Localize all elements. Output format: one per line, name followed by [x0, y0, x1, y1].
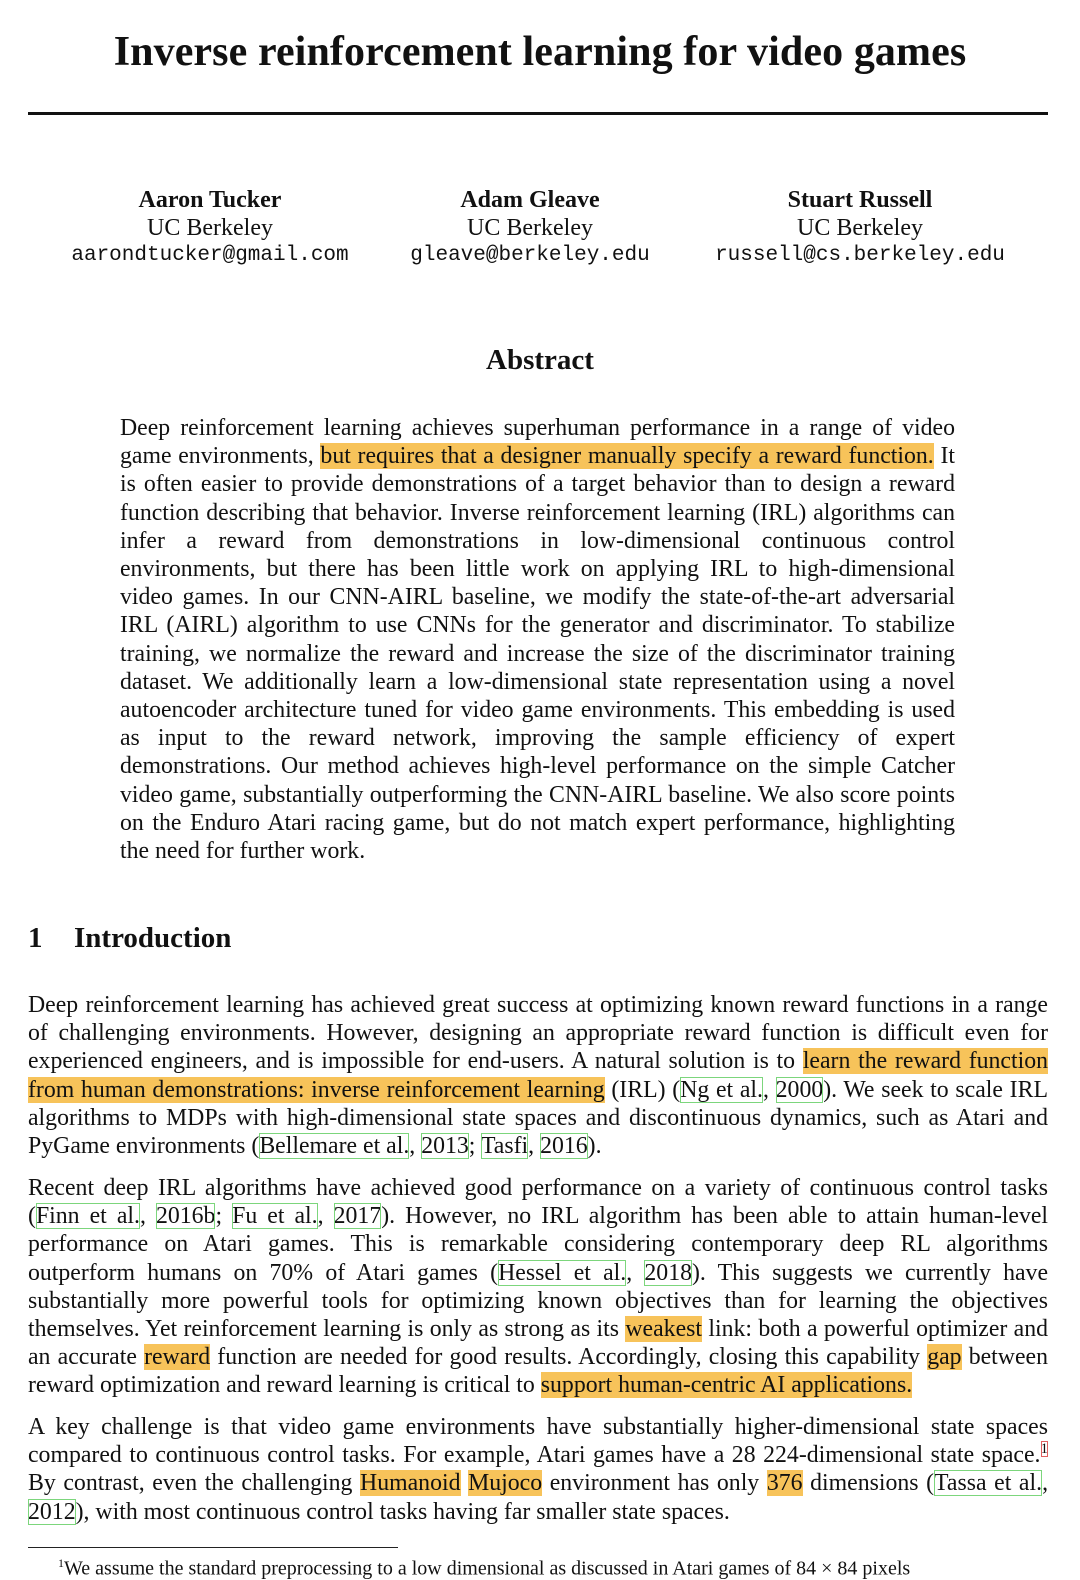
title-rule: [28, 112, 1048, 115]
citation-link[interactable]: Hessel et al.: [498, 1259, 627, 1286]
abstract-segment: It is often easier to provide demonstrations of a target behavior than to design a reward function describing that behavior. Inverse reinforcement learning (IRL) algorithms can infer a reward from demonstrations in low-dimensional continuous control environments, but there has been little work on applying IRL to high-dimensional video games. In our CNN-AIRL baseline, we modify the state-of-the-art adversarial IRL (AIRL) algorithm to use CNNs for the generator and discriminator. To stabilize training, we normalize the reward and increase the size of the discriminator training dataset. We additionally learn a low-dimensional state representation using a novel autoencoder architecture tuned for video game environments. This embedding is used as input to the reward network, improving the sample efficiency of expert demonstrations. Our method achieves high-level performance on the simple Catcher video game, substantially outperforming the CNN-AIRL baseline. We also score points on the Enduro Atari racing game, but do not match expert performance, highlighting the need for further work.: [120, 443, 955, 865]
author-block: [380, 186, 680, 270]
author-affiliation: UC Berkeley: [147, 215, 273, 241]
citation-link[interactable]: Tassa et al.: [934, 1470, 1043, 1497]
abstract-text: [120, 414, 955, 865]
footnote-rule: [28, 1547, 398, 1548]
text-segment: By contrast, even the challenging: [28, 1470, 361, 1497]
citation-link[interactable]: Ng et al.: [680, 1076, 763, 1103]
citation-link[interactable]: 2018: [644, 1259, 692, 1286]
paragraph: [28, 1174, 1048, 1400]
text-segment: A key challenge is that video game environments have substantially higher-dimensional state spaces compared to continuous control tasks. For example, Atari games have a 28 224-dimensional state space.: [28, 1414, 1048, 1469]
highlight[interactable]: 376: [766, 1470, 803, 1497]
citation-link[interactable]: 2016: [540, 1133, 588, 1160]
highlight[interactable]: learn the reward function from human demonstrations: inverse reinforcement learning: [28, 1048, 1049, 1103]
author-email[interactable]: aarondtucker@gmail.com: [71, 244, 349, 267]
citation-link[interactable]: Bellemare et al.: [259, 1133, 410, 1160]
citation-link[interactable]: 2017: [333, 1203, 382, 1230]
section-number: 1: [28, 922, 43, 954]
text-segment: ,: [626, 1259, 645, 1286]
paragraph: [28, 1413, 1048, 1526]
author-block: [695, 186, 1025, 270]
highlight[interactable]: Humanoid: [360, 1470, 461, 1497]
text-segment: ,: [409, 1133, 422, 1160]
author-block: [50, 186, 370, 270]
text-segment: ,: [1042, 1470, 1049, 1497]
paragraph: [28, 991, 1048, 1160]
highlight[interactable]: support human-centric AI applications.: [540, 1372, 913, 1399]
author-name: Aaron Tucker: [138, 187, 282, 213]
citation-link[interactable]: 2000: [775, 1076, 824, 1103]
author-name: Stuart Russell: [787, 187, 933, 213]
text-segment: ). However, no IRL algorithm has been able to attain human-level performance on Atari games. This is remarkable considering contemporary deep RL algorithms outperform humans on 70% of Atari games (: [28, 1203, 1049, 1286]
text-segment: ,: [528, 1133, 541, 1160]
section-heading: [28, 922, 231, 955]
author-affiliation: UC Berkeley: [797, 215, 923, 241]
highlight[interactable]: weakest: [625, 1316, 703, 1343]
text-segment: ). This suggests we currently have substantially more powerful tools for optimizing known objectives than for learning the objectives themselves. Yet reinforcement learning is only as strong as its: [28, 1259, 1049, 1343]
text-segment: ).: [587, 1133, 602, 1160]
text-segment: environment has only: [542, 1470, 767, 1497]
text-segment: ;: [215, 1203, 233, 1230]
highlight[interactable]: reward: [144, 1344, 211, 1371]
footnote: [58, 1553, 910, 1579]
author-name: Adam Gleave: [460, 187, 600, 213]
text-segment: ,: [139, 1203, 156, 1230]
text-segment: ,: [317, 1203, 334, 1230]
citation-link[interactable]: Fu et al.: [232, 1203, 318, 1230]
text-segment: ;: [468, 1133, 481, 1160]
text-segment: ). We seek to scale IRL algorithms to MDPs with high-dimensional state spaces and discontinuous dynamics, such as Atari and PyGame environments (: [28, 1076, 1048, 1160]
citation-link[interactable]: 2013: [421, 1133, 469, 1160]
text-segment: (IRL) (: [604, 1076, 681, 1103]
footnote-text: We assume the standard preprocessing to a low dimensional as discussed in Atari games of 84 × 84 pixels: [64, 1557, 911, 1580]
text-segment: Recent deep IRL algorithms have achieved good performance on a variety of continuous control tasks (: [28, 1175, 1048, 1230]
paper-title: Inverse reinforcement learning for video games: [113, 29, 967, 75]
citation-link[interactable]: 2016b: [155, 1203, 216, 1230]
author-email[interactable]: gleave@berkeley.edu: [410, 244, 650, 267]
citation-link[interactable]: Finn et al.: [35, 1203, 140, 1230]
text-segment: Deep reinforcement learning has achieved great success at optimizing known reward functions in a range of challenging environments. However, designing an appropriate reward function is difficult even for experienced engineers, and is impossible for end-users. A natural solution is to: [28, 992, 1048, 1075]
author-email[interactable]: russell@cs.berkeley.edu: [715, 244, 1005, 267]
text-segment: ,: [762, 1076, 776, 1103]
highlight[interactable]: Mujoco: [468, 1470, 543, 1497]
text-segment: dimensions (: [802, 1470, 935, 1497]
citation-link[interactable]: 2012: [28, 1498, 76, 1525]
abstract-segment: Deep reinforcement learning achieves superhuman performance in a range of video game environments,: [120, 415, 955, 470]
text-segment: link: both a powerful optimizer and an accurate: [28, 1316, 1049, 1371]
text-segment: between reward optimization and reward learning is critical to: [28, 1344, 1049, 1399]
citation-link[interactable]: Tasfi: [480, 1133, 529, 1160]
footnote-marker[interactable]: 1: [1040, 1441, 1048, 1458]
text-segment: function are needed for good results. Accordingly, closing this capability: [210, 1344, 928, 1371]
author-affiliation: UC Berkeley: [467, 215, 593, 241]
highlight[interactable]: but requires that a designer manually specify a reward function.: [320, 443, 934, 470]
section-title: Introduction: [74, 922, 232, 954]
highlight[interactable]: gap: [927, 1344, 962, 1371]
abstract-heading: Abstract: [486, 344, 594, 376]
text-segment: [461, 1470, 469, 1496]
footnote-number: 1: [58, 1556, 64, 1570]
text-segment: ), with most continuous control tasks having far smaller state spaces.: [75, 1498, 730, 1525]
